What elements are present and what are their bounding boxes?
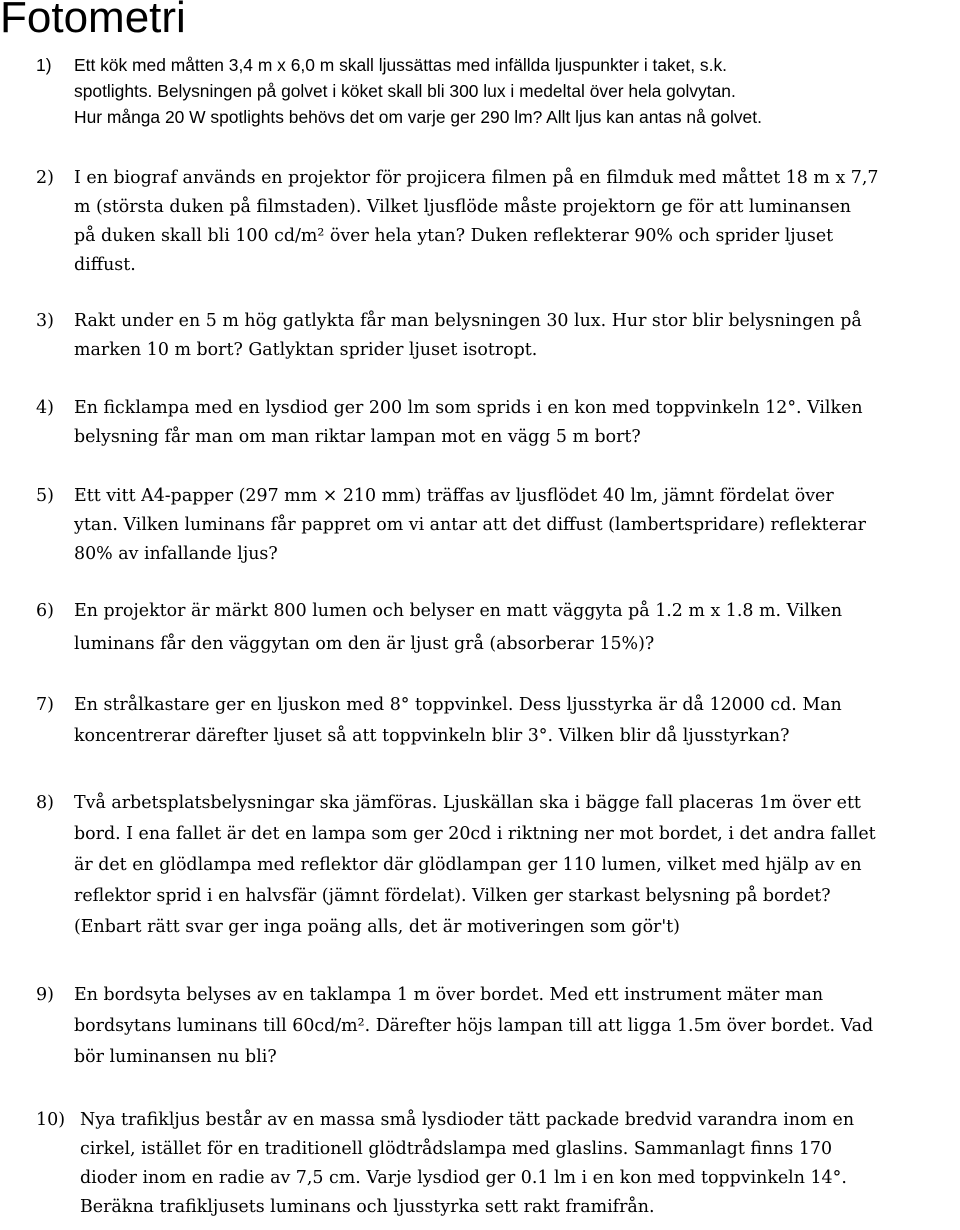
page-title: Fotometri — [0, 0, 186, 42]
question-text — [74, 482, 956, 569]
text-line: I en biograf används en projektor för projicera filmen på en filmduk med måttet 18 m x 7,7 — [74, 168, 879, 188]
text-line: marken 10 m bort? Gatlyktan sprider ljuset isotropt. — [74, 340, 538, 360]
question-8 — [36, 788, 956, 943]
text-line: är det en glödlampa med reflektor där glödlampan ger 110 lumen, vilket med hjälp av en — [74, 855, 862, 875]
question-text — [80, 1106, 956, 1222]
text-line: Ett kök med måtten 3,4 m x 6,0 m skall ljussättas med infällda ljuspunkter i taket, s.k. — [74, 55, 728, 75]
question-4 — [36, 394, 956, 452]
question-10 — [36, 1106, 956, 1222]
text-line: bör luminansen nu bli? — [74, 1047, 277, 1067]
text-line: koncentrerar därefter ljuset så att toppvinkeln blir 3°. Vilken blir då ljusstyrkan? — [74, 726, 790, 746]
text-line: diffust. — [74, 255, 136, 275]
text-line: Nya trafikljus består av en massa små lysdioder tätt packade bredvid varandra inom en — [80, 1110, 855, 1130]
question-number: 9) — [36, 985, 54, 1005]
question-number: 4) — [36, 398, 54, 418]
text-line: Ett vitt A4-papper (297 mm × 210 mm) träffas av ljusflödet 40 lm, jämnt fördelat över — [74, 486, 834, 506]
question-text — [74, 980, 956, 1073]
text-line: En projektor är märkt 800 lumen och belyser en matt väggyta på 1.2 m x 1.8 m. Vilken — [74, 601, 843, 621]
text-line: Beräkna trafikljusets luminans och ljusstyrka sett rakt framifrån. — [80, 1197, 655, 1217]
question-7 — [36, 690, 956, 752]
question-text — [74, 394, 956, 452]
text-line: Hur många 20 W spotlights behövs det om varje ger 290 lm? Allt ljus kan antas nå golvet. — [74, 107, 762, 127]
text-line: En bordsyta belyses av en taklampa 1 m över bordet. Med ett instrument mäter man — [74, 985, 824, 1005]
question-number: 1) — [36, 55, 52, 75]
question-number: 3) — [36, 311, 54, 331]
question-1 — [36, 52, 956, 130]
text-line: reflektor sprid i en halvsfär (jämnt fördelat). Vilken ger starkast belysning på bordet? — [74, 886, 831, 906]
text-line: dioder inom en radie av 7,5 cm. Varje lysdiod ger 0.1 lm i en kon med toppvinkeln 14°. — [80, 1168, 847, 1188]
text-line: cirkel, istället för en traditionell glödtrådslampa med glaslins. Sammanlagt finns 170 — [80, 1139, 833, 1159]
text-line: ytan. Vilken luminans får pappret om vi antar att det diffust (lambertspridare) reflekterar — [74, 515, 866, 535]
text-line: Rakt under en 5 m hög gatlykta får man belysningen 30 lux. Hur stor blir belysningen på — [74, 311, 862, 331]
question-6 — [36, 595, 956, 661]
text-line: (Enbart rätt svar ger inga poäng alls, det är motiveringen som gör't) — [74, 917, 680, 937]
text-line: luminans får den väggytan om den är ljust grå (absorberar 15%)? — [74, 634, 655, 654]
text-line: 80% av infallande ljus? — [74, 544, 278, 564]
question-number: 10) — [36, 1110, 66, 1130]
question-text — [74, 164, 956, 280]
question-number: 5) — [36, 486, 54, 506]
question-number: 8) — [36, 793, 54, 813]
text-line: bord. I ena fallet är det en lampa som ger 20cd i riktning ner mot bordet, i det andra fallet — [74, 824, 876, 844]
text-line: bordsytans luminans till 60cd/m². Därefter höjs lampan till att ligga 1.5m över bordet. Vad — [74, 1016, 874, 1036]
question-text — [74, 788, 956, 943]
question-number: 7) — [36, 695, 54, 715]
question-3 — [36, 307, 956, 365]
question-5 — [36, 482, 956, 569]
text-line: En ficklampa med en lysdiod ger 200 lm som sprids i en kon med toppvinkeln 12°. Vilken — [74, 398, 863, 418]
question-text — [74, 690, 956, 752]
question-9 — [36, 980, 956, 1073]
question-text — [74, 307, 956, 365]
text-line: belysning får man om man riktar lampan mot en vägg 5 m bort? — [74, 427, 641, 447]
text-line: på duken skall bli 100 cd/m² över hela ytan? Duken reflekterar 90% och sprider ljuset — [74, 226, 834, 246]
question-text — [74, 52, 956, 130]
text-line: m (största duken på filmstaden). Vilket ljusflöde måste projektorn ge för att luminansen — [74, 197, 851, 217]
question-number: 2) — [36, 168, 54, 188]
text-line: Två arbetsplatsbelysningar ska jämföras. Ljuskällan ska i bägge fall placeras 1m över ett — [74, 793, 861, 813]
text-line: spotlights. Belysningen på golvet i köket skall bli 300 lux i medeltal över hela golvytan. — [74, 81, 736, 101]
question-2 — [36, 164, 956, 280]
question-number: 6) — [36, 601, 54, 621]
question-text — [74, 595, 956, 661]
text-line: En strålkastare ger en ljuskon med 8° toppvinkel. Dess ljusstyrka är då 12000 cd. Man — [74, 695, 842, 715]
